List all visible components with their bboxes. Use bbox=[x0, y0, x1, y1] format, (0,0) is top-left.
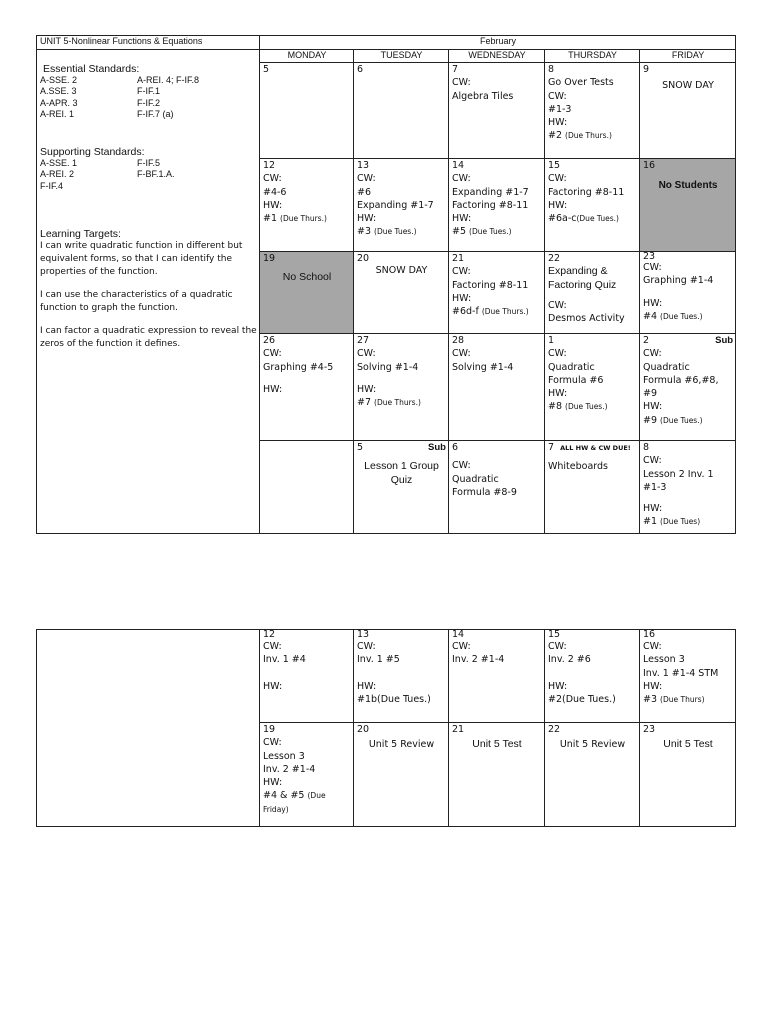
unit-title: UNIT 5-Nonlinear Functions & Equations bbox=[37, 36, 260, 50]
day-cell: 14 CW: Inv. 2 #1-4 bbox=[449, 630, 545, 723]
day-cell: 27 CW: Solving #1-4 HW: #7 (Due Thurs.) bbox=[354, 334, 449, 441]
day-cell: 12 CW: #4-6 HW: #1 (Due Thurs.) bbox=[260, 159, 354, 252]
learning-target: I can factor a quadratic expression to reveal the zeros of the function it defines. bbox=[40, 326, 257, 350]
day-cell: 20 SNOW DAY bbox=[354, 252, 449, 334]
day-cell: 20 Unit 5 Review bbox=[354, 723, 449, 827]
supporting-standards-heading: Supporting Standards: bbox=[40, 146, 145, 159]
calendar-table-top bbox=[36, 35, 736, 534]
learning-targets-heading: Learning Targets: bbox=[40, 227, 121, 240]
day-cell: 21 CW: Factoring #8-11 HW: #6d-f (Due Thurs.) bbox=[449, 252, 545, 334]
day-cell-no-school: 19 No School bbox=[260, 252, 354, 334]
day-cell: 9 SNOW DAY bbox=[640, 63, 736, 159]
day-cell: 7 CW: Algebra Tiles bbox=[449, 63, 545, 159]
day-cell: 28 CW: Solving #1-4 bbox=[449, 334, 545, 441]
day-cell: 2 Sub CW: Quadratic Formula #6,#8, #9 HW: #9 (Due Tues.) bbox=[640, 334, 736, 441]
day-cell: 15 CW: Factoring #8-11 HW: #6a-c(Due Tues.) bbox=[545, 159, 640, 252]
standard-row: A-SSE. 2 A-REI. 4; F-IF.8 bbox=[40, 75, 200, 86]
day-cell: 22 Expanding & Factoring Quiz CW: Desmos Activity bbox=[545, 252, 640, 334]
empty-cell bbox=[260, 441, 354, 534]
day-cell: 14 CW: Expanding #1-7 Factoring #8-11 HW: #5 (Due Tues.) bbox=[449, 159, 545, 252]
day-cell: 13 CW: #6 Expanding #1-7 HW: #3 (Due Tues.) bbox=[354, 159, 449, 252]
day-cell: 6 bbox=[354, 63, 449, 159]
day-cell-no-students: 16 No Students bbox=[640, 159, 736, 252]
standard-row: A-REI. 2 F-BF.1.A. bbox=[40, 169, 175, 180]
standard-row: A-REI. 1 F-IF.7 (a) bbox=[40, 108, 174, 119]
calendar-table-bottom bbox=[36, 629, 736, 827]
day-header-monday: MONDAY bbox=[260, 50, 354, 63]
day-cell: 5 Sub Lesson 1 Group Quiz bbox=[354, 441, 449, 534]
standard-row: A-SSE. 1 F-IF.5 bbox=[40, 158, 161, 169]
standard-row: A.SSE. 3 F-IF.1 bbox=[40, 86, 161, 97]
essential-standards-heading: Essential Standards: bbox=[43, 63, 140, 75]
day-cell: 12 CW: Inv. 1 #4 HW: bbox=[260, 630, 354, 723]
day-header-friday: FRIDAY bbox=[640, 50, 736, 63]
day-header-thursday: THURSDAY bbox=[545, 50, 640, 63]
day-cell: 21 Unit 5 Test bbox=[449, 723, 545, 827]
day-cell: 13 CW: Inv. 1 #5 HW: #1b(Due Tues.) bbox=[354, 630, 449, 723]
standard-row: A-APR. 3 F-IF.2 bbox=[40, 97, 161, 108]
day-cell: 8 CW: Lesson 2 Inv. 1 #1-3 HW: #1 (Due Tues) bbox=[640, 441, 736, 534]
learning-target: I can write quadratic function in different but equivalent forms, so that I can identify the properties of the function. bbox=[40, 241, 243, 278]
day-cell: 26 CW: Graphing #4-5 HW: bbox=[260, 334, 354, 441]
day-cell: 19 CW: Lesson 3 Inv. 2 #1-4 HW: #4 & #5 (Due Friday) bbox=[260, 723, 354, 827]
day-cell: 15 CW: Inv. 2 #6 HW: #2(Due Tues.) bbox=[545, 630, 640, 723]
day-cell: 7 ALL HW & CW DUE! Whiteboards bbox=[545, 441, 640, 534]
standards-panel bbox=[37, 50, 260, 534]
day-cell: 5 bbox=[260, 63, 354, 159]
day-cell: 23 Unit 5 Test bbox=[640, 723, 736, 827]
day-cell: 16 CW: Lesson 3 Inv. 1 #1-4 STM HW: #3 (Due Thurs) bbox=[640, 630, 736, 723]
standard-row: F-IF.4 bbox=[40, 180, 64, 191]
day-header-wednesday: WEDNESDAY bbox=[449, 50, 545, 63]
day-cell: 8 Go Over Tests CW: #1-3 HW: #2 (Due Thurs.) bbox=[545, 63, 640, 159]
day-cell: 23 CW: Graphing #1-4 HW: #4 (Due Tues.) bbox=[640, 252, 736, 334]
day-cell: 22 Unit 5 Review bbox=[545, 723, 640, 827]
month-title: February bbox=[260, 36, 736, 50]
learning-target: I can use the characteristics of a quadratic function to graph the function. bbox=[40, 290, 233, 314]
day-cell: 1 CW: Quadratic Formula #6 HW: #8 (Due Tues.) bbox=[545, 334, 640, 441]
empty-cell bbox=[37, 630, 260, 827]
day-cell: 6 CW: Quadratic Formula #8-9 bbox=[449, 441, 545, 534]
day-header-tuesday: TUESDAY bbox=[354, 50, 449, 63]
